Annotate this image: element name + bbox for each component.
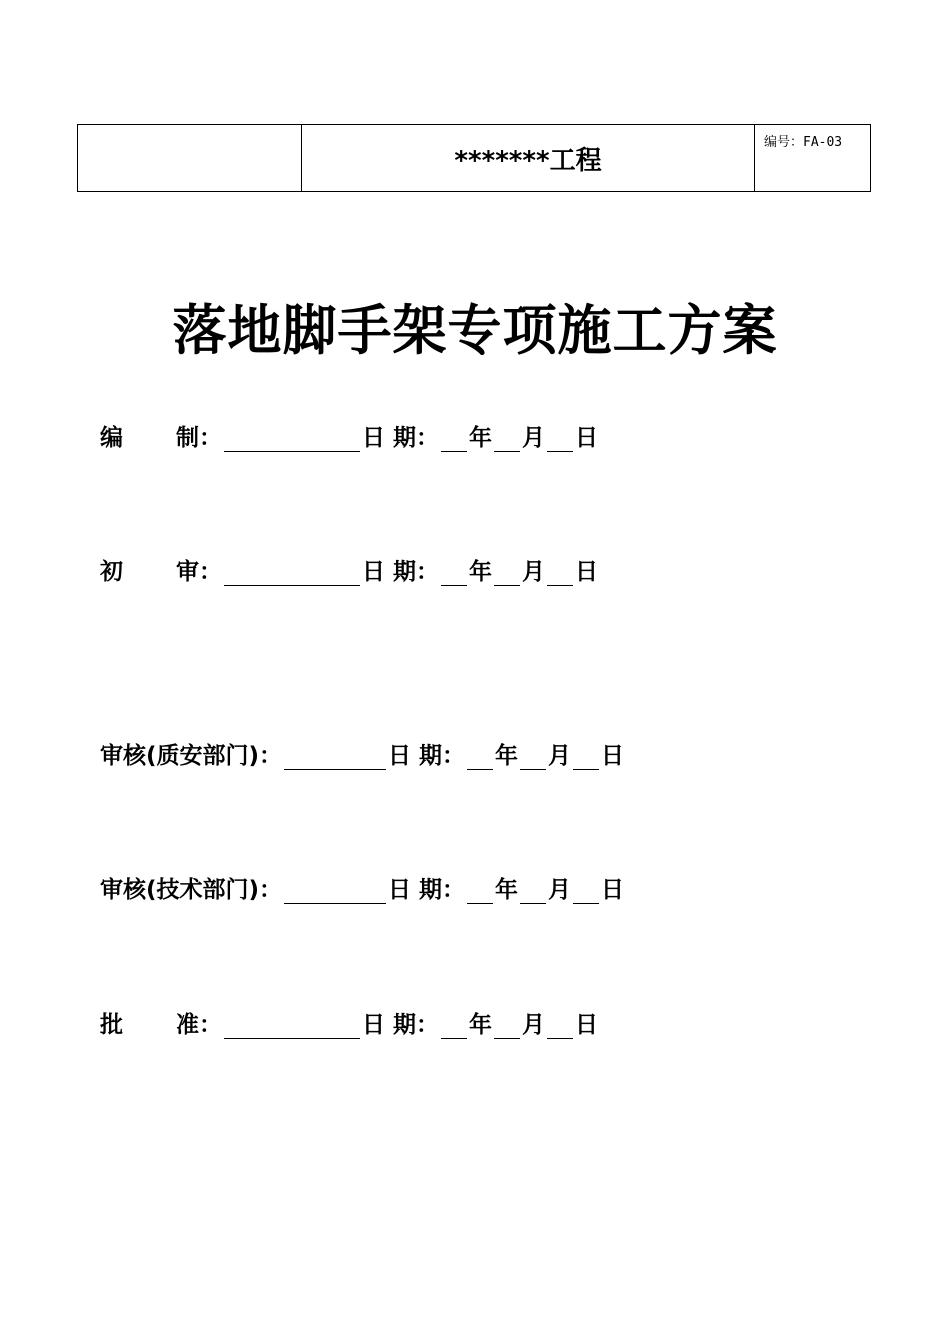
document-code: 编号：FA-03 bbox=[755, 125, 871, 192]
project-title: *******工程 bbox=[302, 125, 755, 192]
role-label-char-1: 编 bbox=[100, 425, 123, 451]
role-label-char-1: 批 bbox=[100, 1012, 123, 1038]
month-label: 月 bbox=[522, 559, 546, 585]
header-blank-cell bbox=[78, 125, 302, 192]
signoff-row-compile bbox=[100, 420, 598, 452]
date-label: 日 期： bbox=[362, 425, 440, 451]
year-label: 年 bbox=[469, 559, 493, 585]
date-label: 日 期： bbox=[388, 877, 466, 903]
date-label: 日 期： bbox=[388, 743, 466, 769]
day-blank[interactable] bbox=[573, 747, 599, 770]
year-blank[interactable] bbox=[441, 563, 467, 586]
signature-blank[interactable] bbox=[224, 563, 360, 586]
day-label: 日 bbox=[601, 743, 625, 769]
year-blank[interactable] bbox=[441, 429, 467, 452]
date-label: 日 期： bbox=[362, 1012, 440, 1038]
day-label: 日 bbox=[601, 877, 625, 903]
month-blank[interactable] bbox=[520, 747, 546, 770]
day-blank[interactable] bbox=[547, 1016, 573, 1039]
year-blank[interactable] bbox=[467, 747, 493, 770]
role-label-char-1: 初 bbox=[100, 559, 123, 585]
role-label: 审核(质安部门)： bbox=[100, 743, 283, 769]
day-blank[interactable] bbox=[547, 563, 573, 586]
month-blank[interactable] bbox=[494, 1016, 520, 1039]
header-table bbox=[77, 124, 871, 192]
signature-blank[interactable] bbox=[224, 1016, 360, 1039]
year-label: 年 bbox=[495, 877, 519, 903]
month-label: 月 bbox=[522, 425, 546, 451]
year-label: 年 bbox=[495, 743, 519, 769]
signature-blank[interactable] bbox=[224, 429, 360, 452]
date-label: 日 期： bbox=[362, 559, 440, 585]
month-blank[interactable] bbox=[520, 881, 546, 904]
month-label: 月 bbox=[548, 877, 572, 903]
signoff-row-preliminary-review bbox=[100, 554, 598, 586]
role-label-char-2: 审： bbox=[176, 559, 222, 585]
year-blank[interactable] bbox=[441, 1016, 467, 1039]
month-label: 月 bbox=[548, 743, 572, 769]
signature-blank[interactable] bbox=[284, 747, 386, 770]
month-blank[interactable] bbox=[494, 563, 520, 586]
role-label: 审核(技术部门)： bbox=[100, 877, 283, 903]
day-label: 日 bbox=[575, 425, 599, 451]
day-label: 日 bbox=[575, 559, 599, 585]
signoff-row-safety-review bbox=[100, 738, 624, 770]
month-blank[interactable] bbox=[494, 429, 520, 452]
role-label-char-2: 准： bbox=[176, 1012, 222, 1038]
day-blank[interactable] bbox=[573, 881, 599, 904]
year-label: 年 bbox=[469, 1012, 493, 1038]
day-label: 日 bbox=[575, 1012, 599, 1038]
month-label: 月 bbox=[522, 1012, 546, 1038]
year-blank[interactable] bbox=[467, 881, 493, 904]
year-label: 年 bbox=[469, 425, 493, 451]
signoff-row-technical-review bbox=[100, 872, 624, 904]
role-label-char-2: 制： bbox=[176, 425, 222, 451]
signature-blank[interactable] bbox=[284, 881, 386, 904]
signoff-row-approval bbox=[100, 1007, 598, 1039]
day-blank[interactable] bbox=[547, 429, 573, 452]
document-title: 落地脚手架专项施工方案 bbox=[172, 299, 778, 362]
